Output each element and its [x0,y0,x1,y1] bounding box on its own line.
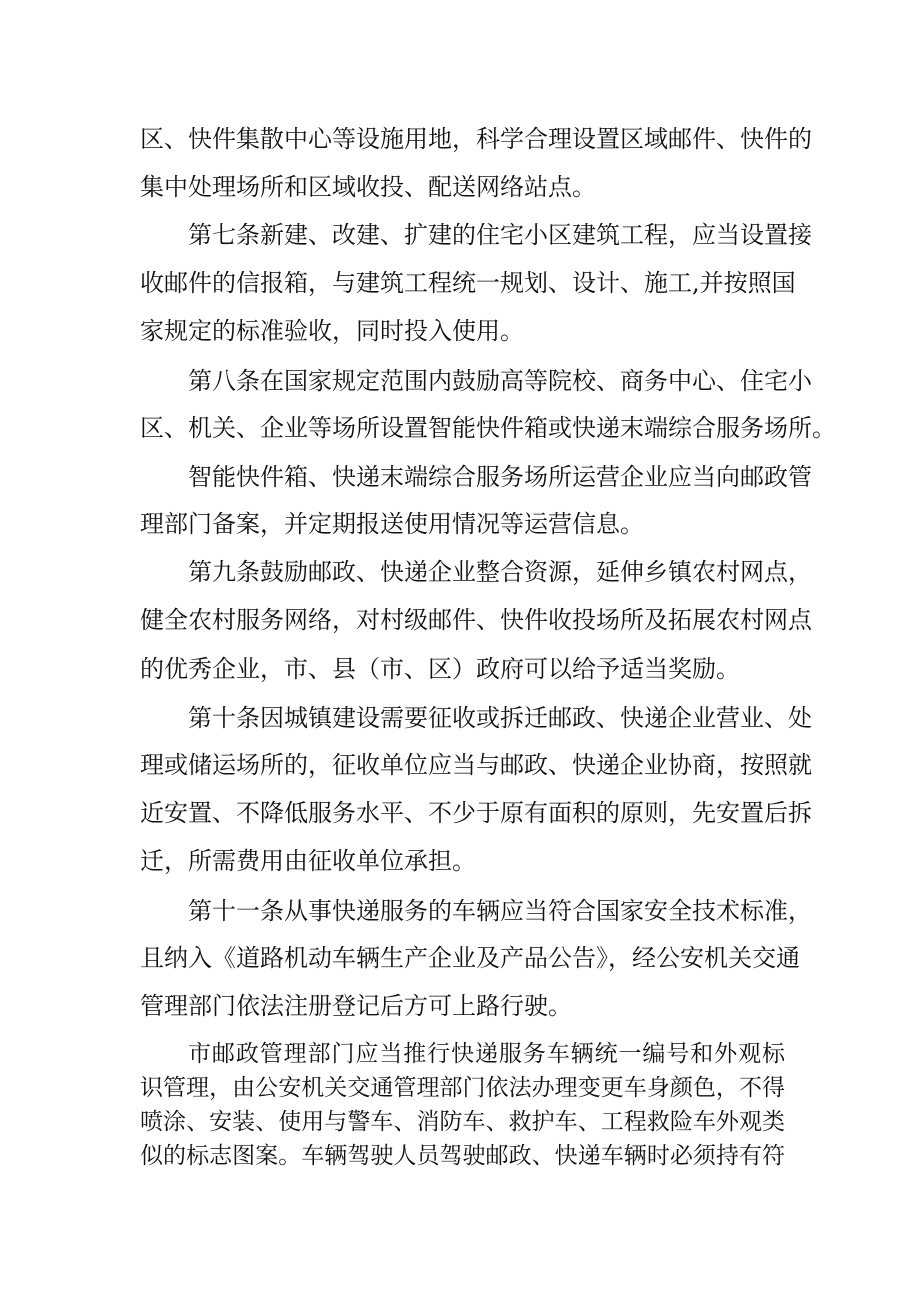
text-line: 且纳入《道路机动车辆生产企业及产品公告》，经公安机关交通 [140,944,800,972]
text-line: 迁，所需费用由征收单位承担。 [140,847,476,875]
text-line: 家规定的标准验收，同时投入使用。 [140,317,524,345]
text-line: 区、机关、企业等场所设置智能快件箱或快递末端综合服务场所。 [140,414,836,442]
text-line: 第十一条从事快递服务的车辆应当符合国家安全技术标准， [188,897,812,925]
text-line: 区、快件集散中心等设施用地，科学合理设置区域邮件、快件的 [140,125,812,153]
text-line: 智能快件箱、快递末端综合服务场所运营企业应当向邮政管 [188,463,812,491]
text-line: 市邮政管理部门应当推行快递服务车辆统一编号和外观标 [188,1041,785,1067]
text-line: 识管理，由公安机关交通管理部门依法办理变更车身颜色，不得 [140,1075,785,1101]
text-line: 第十条因城镇建设需要征收或拆迁邮政、快递企业营业、处 [188,704,812,732]
text-line: 第九条鼓励邮政、快递企业整合资源，延伸乡镇农村网点， [188,558,812,586]
text-line: 第七条新建、改建、扩建的住宅小区建筑工程，应当设置接 [188,221,812,249]
text-line: 理或储运场所的，征收单位应当与邮政、快递企业协商，按照就 [140,751,812,779]
text-line: 健全农村服务网络，对村级邮件、快件收投场所及拓展农村网点 [140,606,812,634]
text-line: 管理部门依法注册登记后方可上路行驶。 [140,992,572,1020]
text-line: 集中处理场所和区域收投、配送网络站点。 [140,173,596,201]
text-line: 理部门备案，并定期报送使用情况等运营信息。 [140,510,644,538]
text-line: 的优秀企业，市、县（市、区）政府可以给予适当奖励。 [140,655,740,683]
text-line: 似的标志图案。车辆驾驶人员驾驶邮政、快递车辆时必须持有符 [140,1143,785,1169]
text-line: 第八条在国家规定范围内鼓励高等院校、商务中心、住宅小 [188,367,812,395]
text-line: 近安置、不降低服务水平、不少于原有面积的原则，先安置后拆 [140,799,812,827]
text-line: 收邮件的信报箱，与建筑工程统一规划、设计、施工,并按照国 [140,269,796,297]
text-line: 喷涂、安装、使用与警车、消防车、救护车、工程救险车外观类 [140,1109,785,1135]
